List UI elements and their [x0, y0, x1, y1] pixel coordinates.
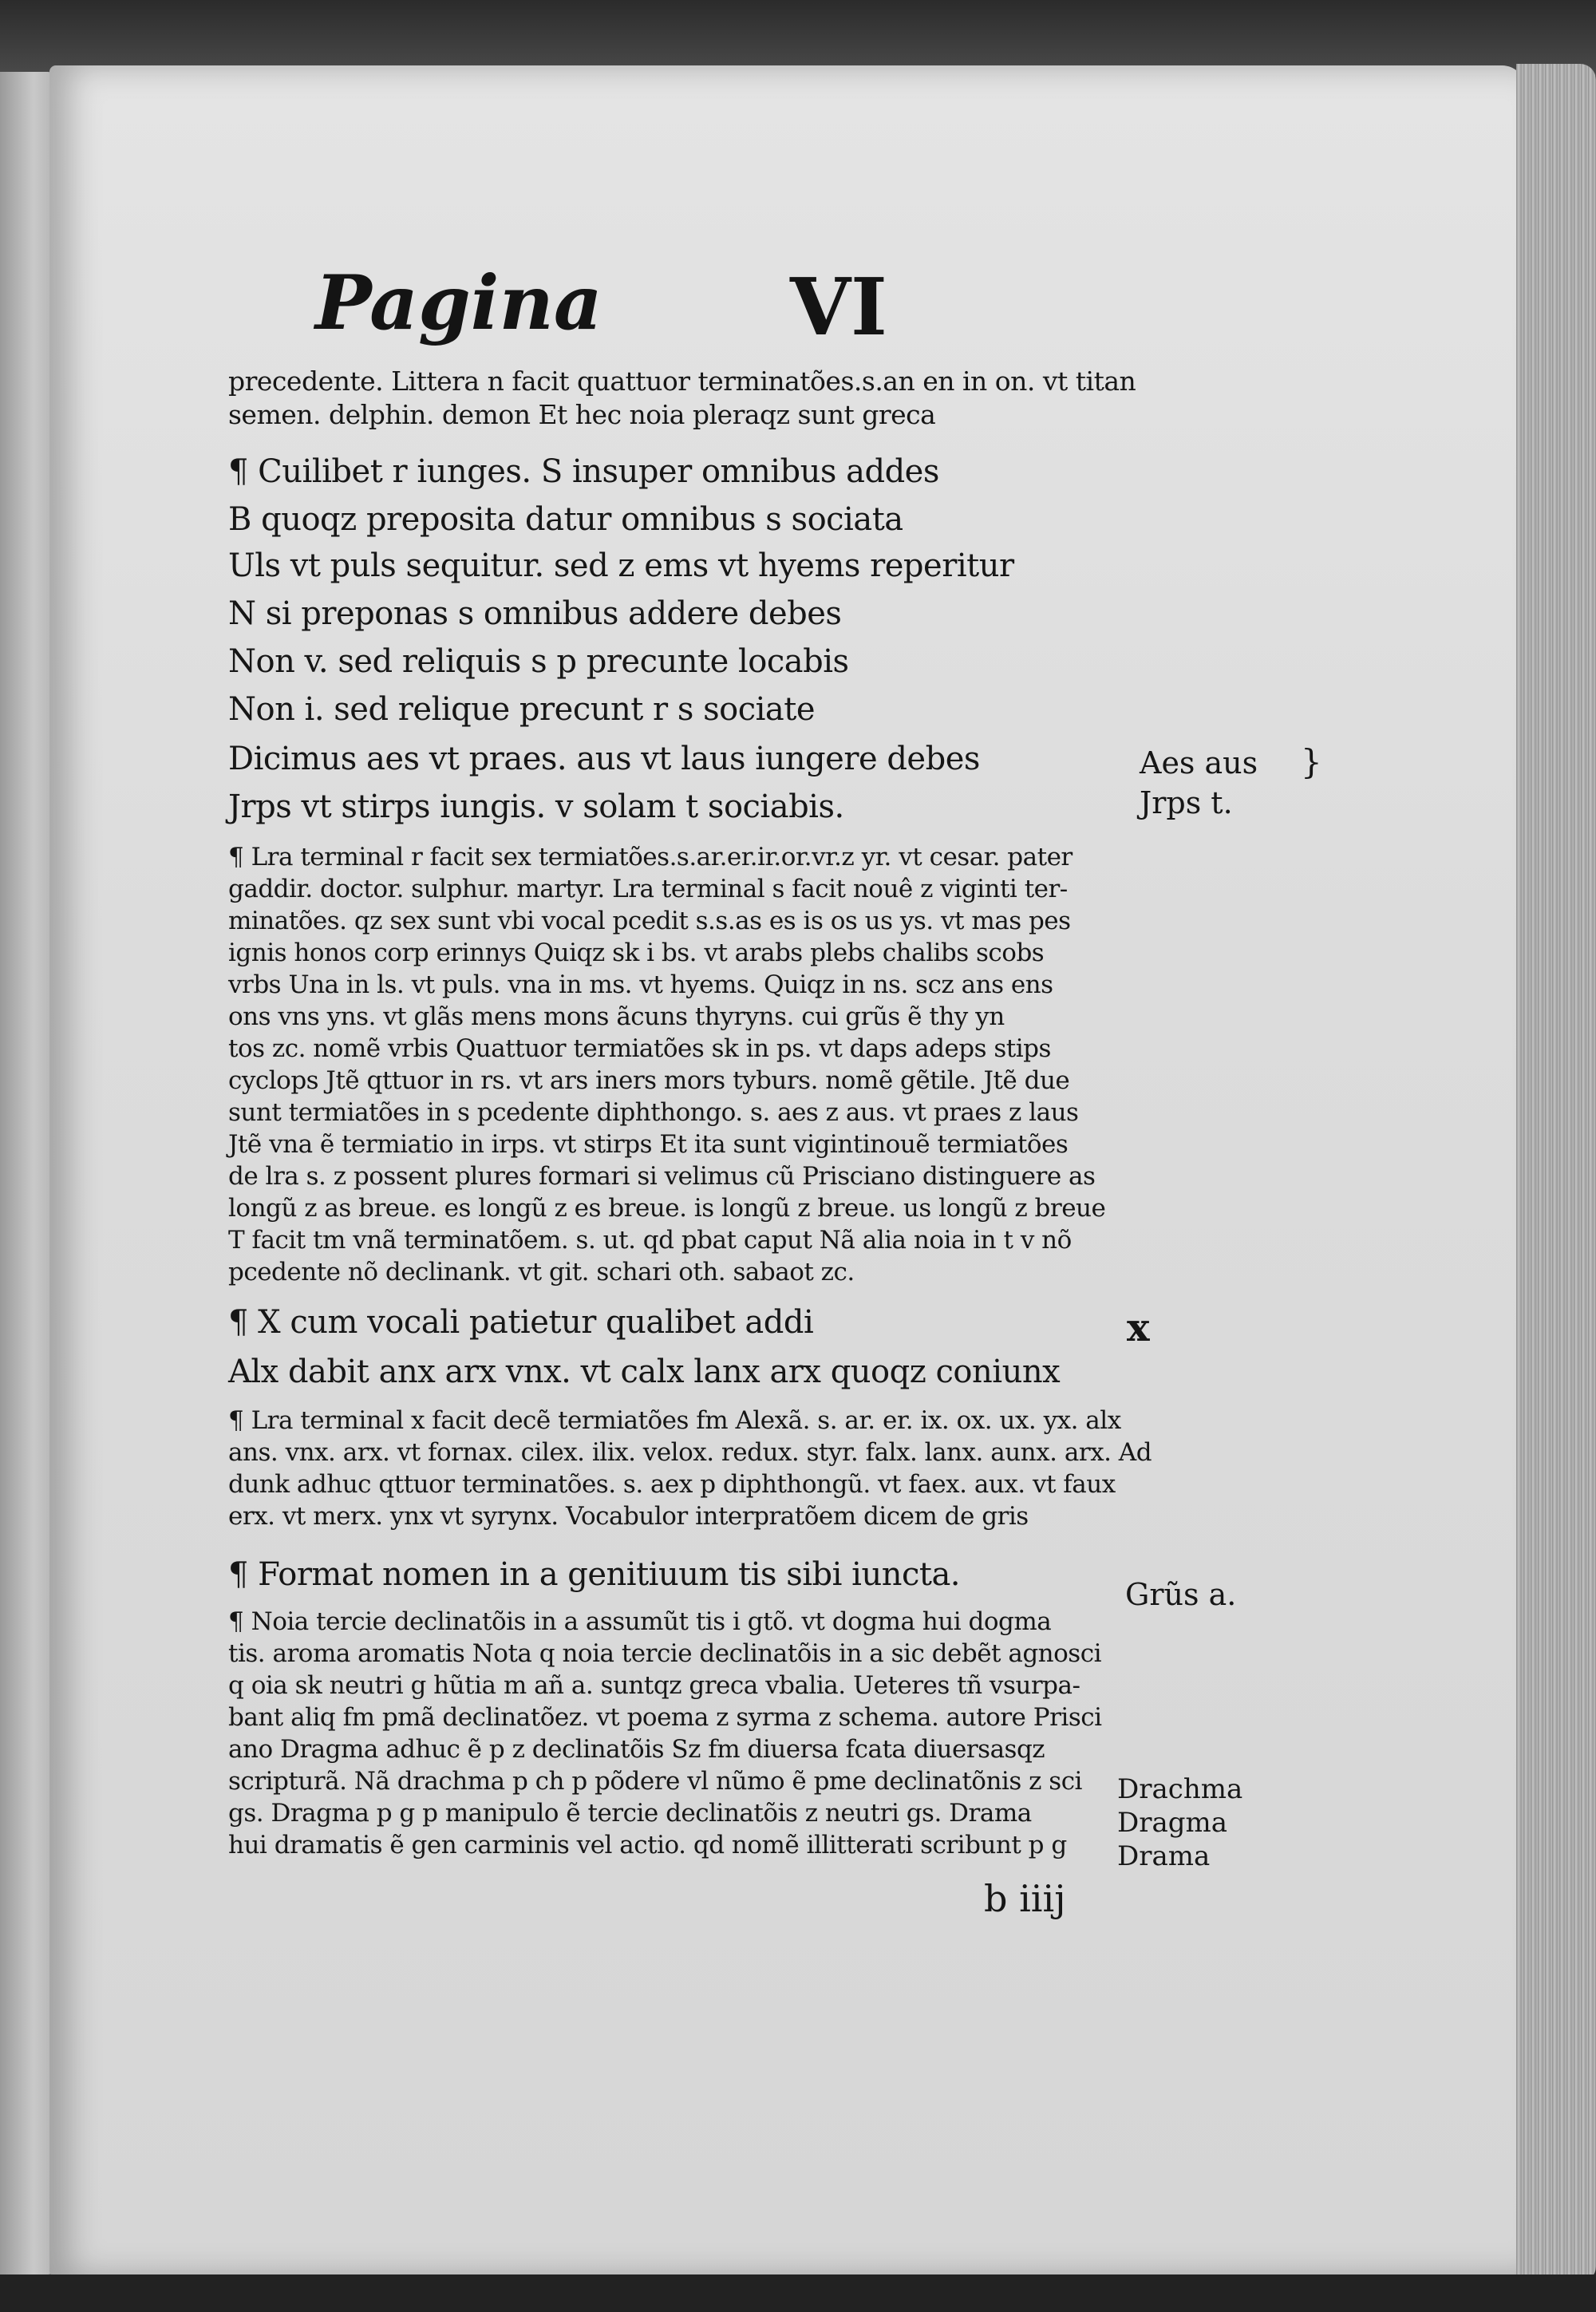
commentary-line: ¶ Lra terminal r facit sex termiatões.s.ar.er.ir.or.vr.z yr. vt cesar. pater: [228, 843, 1073, 871]
commentary-line: Jtẽ vna ẽ termiatio in irps. vt stirps Et ita sunt vigintinouẽ termiatões: [228, 1130, 1069, 1159]
commentary-line: pcedente nõ declinank. vt git. schari oth. sabaot zc.: [228, 1258, 855, 1286]
commentary-line: longũ z as breue. es longũ z es breue. is longũ z breue. us longũ z breue: [228, 1194, 1106, 1223]
verse-line: N si preponas s omnibus addere debes: [228, 595, 842, 632]
commentary-line: hui dramatis ẽ gen carminis vel actio. qd nomẽ illitterati scribunt p g: [228, 1831, 1067, 1859]
page-header-number: VI: [790, 262, 887, 354]
page-header-title: Pagina: [315, 259, 602, 347]
commentary-line: gaddir. doctor. sulphur. martyr. Lra terminal s facit nouê z viginti ter-: [228, 875, 1068, 903]
commentary-line: vrbs Una in ls. vt puls. vna in ms. vt hyems. Quiqz in ns. scz ans ens: [228, 970, 1053, 999]
verse-line: ¶ Cuilibet r iunges. S insuper omnibus addes: [228, 453, 939, 490]
commentary-line: minatões. qz sex sunt vbi vocal pcedit s.s.as es is os us ys. vt mas pes: [228, 907, 1071, 935]
commentary-line: q oia sk neutri g hũtia m añ a. suntqz greca vbalia. Ueteres tñ vsurpa-: [228, 1671, 1080, 1700]
margin-note-aes-aus: Aes aus: [1140, 745, 1258, 781]
verse-line: Non v. sed reliquis s p precunte locabis: [228, 643, 849, 680]
verse-line: B quoqz preposita datur omnibus s sociata: [228, 501, 903, 538]
signature-mark: b iiij: [984, 1877, 1066, 1920]
margin-brace-glyph: }: [1301, 742, 1322, 781]
commentary-line: de lra s. z possent plures formari si velimus cũ Prisciano distinguere as: [228, 1162, 1096, 1191]
intro-line: precedente. Littera n facit quattuor terminatões.s.an en in on. vt titan: [228, 366, 1136, 397]
margin-note-irps: Jrps t.: [1140, 785, 1233, 820]
book-bottom-edge: [0, 2274, 1596, 2312]
margin-note-drachma: Drachma: [1117, 1773, 1243, 1805]
commentary-line: ¶ Noia tercie declinatõis in a assumũt tis i gtõ. vt dogma hui dogma: [228, 1607, 1052, 1636]
commentary-line: tos zc. nomẽ vrbis Quattuor termiatões sk in ps. vt daps adeps stips: [228, 1034, 1051, 1063]
commentary-line: T facit tm vnã terminatõem. s. ut. qd pbat caput Nã alia noia in t v nõ: [228, 1226, 1072, 1255]
margin-note-x: x: [1127, 1306, 1150, 1350]
verse-line: Jrps vt stirps iungis. v solam t sociabis.: [228, 788, 844, 825]
margin-note-grus: Grũs a.: [1125, 1577, 1237, 1612]
commentary-line: cyclops Jtẽ qttuor in rs. vt ars iners mors tyburs. nomẽ gẽtile. Jtẽ due: [228, 1066, 1070, 1095]
commentary-line: dunk adhuc qttuor terminatões. s. aex p diphthongũ. vt faex. aux. vt faux: [228, 1470, 1116, 1499]
commentary-line: scripturã. Nã drachma p ch p põdere vl nũmo ẽ pme declinatõnis z sci: [228, 1767, 1082, 1796]
left-page-edge: [0, 72, 56, 2274]
margin-note-drama: Drama: [1117, 1840, 1211, 1872]
page-stack-edges: [1516, 64, 1596, 2282]
commentary-line: tis. aroma aromatis Nota q noia tercie declinatõis in a sic debẽt agnosci: [228, 1639, 1101, 1668]
margin-note-dragma: Dragma: [1117, 1807, 1228, 1839]
commentary-line: ¶ Lra terminal x facit decẽ termiatões fm Alexã. s. ar. er. ix. ox. ux. yx. alx: [228, 1406, 1121, 1435]
verse-line: ¶ Format nomen in a genitiuum tis sibi iuncta.: [228, 1556, 961, 1593]
verse-line: ¶ X cum vocali patietur qualibet addi: [228, 1304, 814, 1341]
verse-line: Dicimus aes vt praes. aus vt laus iungere debes: [228, 741, 980, 777]
commentary-line: ans. vnx. arx. vt fornax. cilex. ilix. velox. redux. styr. falx. lanx. aunx. arx. Ad: [228, 1438, 1152, 1467]
verse-line: Non i. sed relique precunt r s sociate: [228, 691, 816, 728]
verse-line: Alx dabit anx arx vnx. vt calx lanx arx quoqz coniunx: [228, 1354, 1061, 1390]
book-top-edge: [0, 0, 1596, 76]
commentary-line: ano Dragma adhuc ẽ p z declinatõis Sz fm diuersa fcata diuersasqz: [228, 1735, 1045, 1764]
verse-line: Uls vt puls sequitur. sed z ems vt hyems reperitur: [228, 547, 1014, 584]
commentary-line: bant aliq fm pmã declinatõez. vt poema z syrma z schema. autore Prisci: [228, 1703, 1102, 1732]
commentary-line: ons vns yns. vt glãs mens mons ãcuns thyryns. cui grũs ẽ thy yn: [228, 1002, 1005, 1031]
commentary-line: ignis honos corp erinnys Quiqz sk i bs. vt arabs plebs chalibs scobs: [228, 939, 1045, 967]
commentary-line: sunt termiatões in s pcedente diphthongo. s. aes z aus. vt praes z laus: [228, 1098, 1079, 1127]
commentary-line: gs. Dragma p g p manipulo ẽ tercie declinatõis z neutri gs. Drama: [228, 1799, 1032, 1828]
intro-line: semen. delphin. demon Et hec noia pleraqz sunt greca: [228, 399, 936, 430]
commentary-line: erx. vt merx. ynx vt syrynx. Vocabulor interpratõem dicem de gris: [228, 1502, 1029, 1531]
